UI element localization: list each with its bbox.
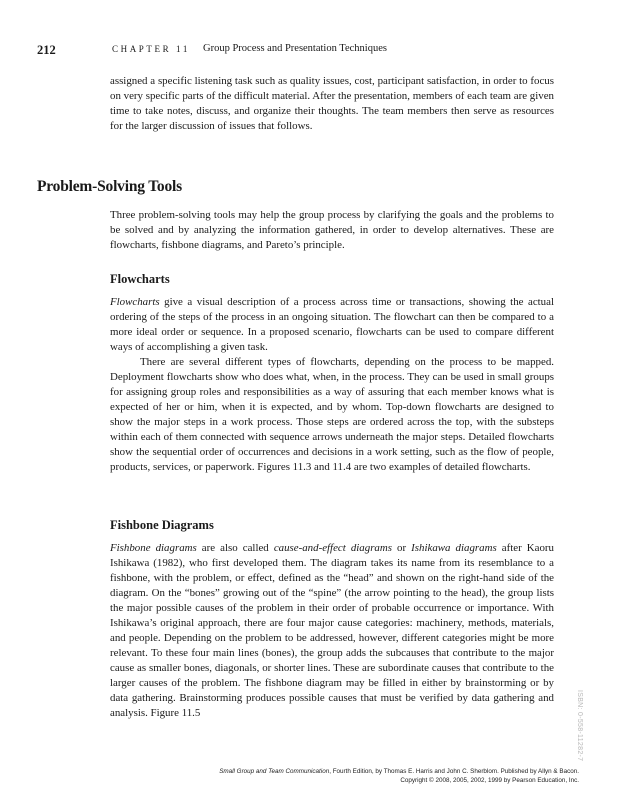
chapter-label: CHAPTER 11 [112,44,190,54]
copyright-footer [219,768,579,785]
section-intro-paragraph: Three problem-solving tools may help the group process by clarifying the goals and the problems to be solved and by analyzing the information gathered, in order to develop alternatives. These are flowcharts, fishbone diagrams, and Pareto’s principle. [110,209,554,251]
intro-paragraph: assigned a specific listening task such as quality issues, cost, participant satisfaction, in order to focus on very specific parts of the difficult material. After the presentation, members of each team are given time to take notes, discuss, and organize their thoughts. The team members then serve as resources for the larger discussion of issues that follows. [110,75,554,132]
fishbone-paragraph [110,541,554,721]
fishbone-text-2: or [391,542,412,554]
fishbone-heading: Fishbone Diagrams [110,518,214,532]
footer-line-1 [219,768,579,777]
term-ishikawa-diagrams: Ishikawa diagrams [411,542,497,554]
flowcharts-paragraph-2: There are several different types of flowcharts, depending on the process to be mapped. Deployment flowcharts show who does what, when, in the process. They can be used in small groups for assigning group roles and responsibilities as a way of assuring that each member knows what is expected of her or him, when it is expected, and by whom. Top-down flowcharts are designed to show the major steps in a work process. Those steps are ordered across the top, with the substeps within each of them connected with sequence arrows underneath the major steps. Detailed flowcharts show the sequential order of occurrences and decisions in a work setting, such as the flow of people, products, services, or paperwork. Figures 11.3 and 11.4 are two examples of detailed flowcharts. [110,356,554,473]
flowcharts-p1-text: give a visual description of a process across time or transactions, showing the actual ordering of the steps of the process in an ongoing situation. The flowchart can then be compared to a more ideal order or sequence. In a proposed scenario, flowcharts can be used to compare different ways of accomplishing a given task. [110,296,554,353]
flowcharts-paragraph-1 [110,295,554,355]
chapter-title: Group Process and Presentation Techniques [203,43,387,54]
flowcharts-heading: Flowcharts [110,272,170,286]
page-number: 212 [37,43,56,57]
section-intro-block [110,208,554,253]
flowcharts-block [110,295,554,475]
footer-line-2: Copyright © 2008, 2005, 2002, 1999 by Pearson Education, Inc. [400,776,579,784]
term-fishbone-diagrams: Fishbone diagrams [110,542,197,554]
intro-block [110,74,554,134]
footer-publisher: , Fourth Edition, by Thomas E. Harris and John C. Sherblom. Published by Allyn & Bacon. [329,768,579,775]
term-flowcharts: Flowcharts [110,296,160,308]
fishbone-text-3: after Kaoru Ishikawa (1982), who first developed them. The diagram takes its name from its resemblance to a fishbone, with the problem, or effect, defined as the “head” and shown on the right-hand side of the diagram. On the “bones” growing out of the “spine” (the arrow pointing to the head), the group lists the major possible causes of the problem in their order of probable occurrence or importance. With Ishikawa’s original approach, there are four major cause categories: machinery, methods, materials, and people. Depending on the problem to be addressed, however, different categories might be more relevant. To these four main lines (bones), the group adds the subcauses that contribute to the major cause as smaller bones, diagonals, or shorter lines. These are subordinate causes that contribute to the larger causes of the problem. The fishbone diagram may be filled in either by brainstorming or by data gathering. Brainstorming produces possible causes that must be verified by data gathering and analysis. Figure 11.5 [110,542,554,719]
isbn-watermark: ISBN: 0-558-11282-7 [576,690,583,762]
term-cause-and-effect: cause-and-effect diagrams [273,542,392,554]
footer-book-title: Small Group and Team Communication [219,768,330,775]
fishbone-block [110,541,554,721]
section-heading: Problem-Solving Tools [37,178,182,195]
fishbone-text-1: are also called [196,542,274,554]
